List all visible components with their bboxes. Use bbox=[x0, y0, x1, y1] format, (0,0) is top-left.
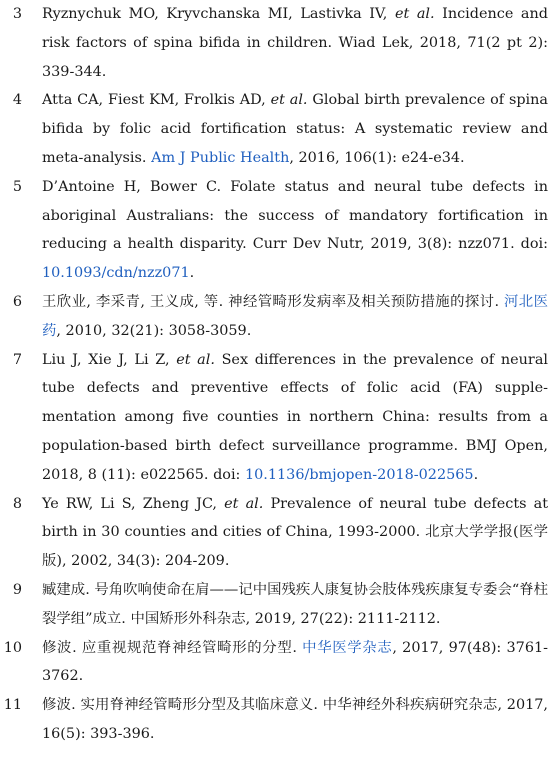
italic-text: et al. bbox=[176, 351, 215, 368]
reference-number: 6 bbox=[12, 293, 22, 310]
reference-item bbox=[0, 346, 552, 490]
reference-segment: 王欣业, 李采青, 王义成, 等. 神经管畸形发病率及相关预防措施的探讨. bbox=[42, 293, 505, 310]
reference-number: 8 bbox=[12, 495, 22, 512]
reference-segment: , 2010, 32(21): 3058-3059. bbox=[56, 322, 252, 339]
reference-segment: Global birth prevalence of spina bifida by folic acid fortification status: A systematic review and meta-analysis. bbox=[42, 92, 549, 166]
reference-segment: Atta CA, Fiest KM, Frolkis AD, bbox=[42, 92, 271, 109]
reference-text bbox=[42, 490, 552, 576]
reference-number: 9 bbox=[12, 581, 22, 598]
reference-segment: Ye RW, Li S, Zheng JC, bbox=[42, 495, 225, 512]
reference-item bbox=[0, 0, 552, 86]
reference-item bbox=[0, 634, 552, 692]
reference-item bbox=[0, 490, 552, 576]
reference-number: 5 bbox=[12, 178, 22, 195]
reference-segment: Sex differences in the prevalence of neural tube defects and preventive effects of folic acid (FA) supple-mentation among five counties in northern China: results from a population-based birth defect surveillance programme. BMJ Open, 2018, 8 (11): e022565. doi: bbox=[42, 351, 548, 483]
reference-item bbox=[0, 576, 552, 634]
reference-number: 7 bbox=[12, 351, 22, 368]
reference-link[interactable]: 10.1093/cdn/nzz071 bbox=[42, 265, 190, 282]
reference-segment: . bbox=[189, 265, 195, 282]
reference-segment: D’Antoine H, Bower C. Folate status and neural tube defects in aboriginal Australians: the success of mandatory fortification in reducing a health disparity. Curr Dev Nutr, 2019, 3(8): nzz071. doi: bbox=[42, 178, 548, 253]
reference-segment: , 2017, 97(48): 3761-3762. bbox=[42, 639, 548, 685]
reference-link[interactable]: Am J Public Health bbox=[151, 149, 290, 166]
reference-segment: Liu J, Xie J, Li Z, bbox=[42, 351, 177, 368]
reference-item bbox=[0, 288, 552, 346]
reference-segment: 臧建成. 号角吹响使命在肩——记中国残疾人康复协会肢体残疾康复专委会“脊柱裂学组”成立. 中国矫形外科杂志, 2019, 27(22): 2111-2112. bbox=[42, 581, 548, 627]
reference-text bbox=[42, 346, 552, 490]
reference-segment: 修波. 实用脊神经管畸形分型及其临床意义. 中华神经外科疾病研究杂志, 2017, 16(5): 393-396. bbox=[42, 697, 548, 742]
reference-text bbox=[42, 288, 552, 346]
reference-number: 4 bbox=[12, 92, 22, 109]
reference-number: 10 bbox=[3, 639, 22, 656]
italic-text: et al. bbox=[270, 92, 308, 109]
reference-link[interactable]: 河北医药 bbox=[42, 293, 548, 339]
reference-text bbox=[42, 173, 552, 288]
reference-text bbox=[42, 0, 552, 86]
reference-segment: Ryznychuk MO, Kryvchanska MI, Lastivka IV, bbox=[42, 6, 395, 22]
reference-segment: 修波. 应重视规范脊神经管畸形的分型. bbox=[42, 639, 303, 656]
reference-number: 3 bbox=[12, 6, 22, 22]
reference-text bbox=[42, 691, 552, 749]
reference-text bbox=[42, 634, 552, 692]
reference-text bbox=[42, 576, 552, 634]
reference-item bbox=[0, 691, 552, 749]
reference-item bbox=[0, 86, 552, 172]
reference-text bbox=[42, 86, 552, 172]
reference-number: 11 bbox=[3, 697, 22, 714]
reference-segment: Incidence and risk factors of spina bifida in children. Wiad Lek, 2018, 71(2 pt 2): 339-344. bbox=[42, 6, 548, 80]
reference-item bbox=[0, 173, 552, 288]
italic-text: et al. bbox=[394, 6, 435, 22]
reference-segment: Prevalence of neural tube defects at birth in 30 counties and cities of China, 1993-2000. 北京大学学报(医学版), 2002, 34(3): 204-209. bbox=[42, 495, 548, 570]
reference-segment: . bbox=[473, 466, 479, 483]
reference-link[interactable]: 10.1136/bmjopen-2018-022565 bbox=[244, 466, 474, 483]
reference-link[interactable]: 中华医学杂志 bbox=[302, 639, 393, 656]
italic-text: et al. bbox=[224, 495, 264, 512]
reference-segment: , 2016, 106(1): e24-e34. bbox=[289, 149, 465, 166]
